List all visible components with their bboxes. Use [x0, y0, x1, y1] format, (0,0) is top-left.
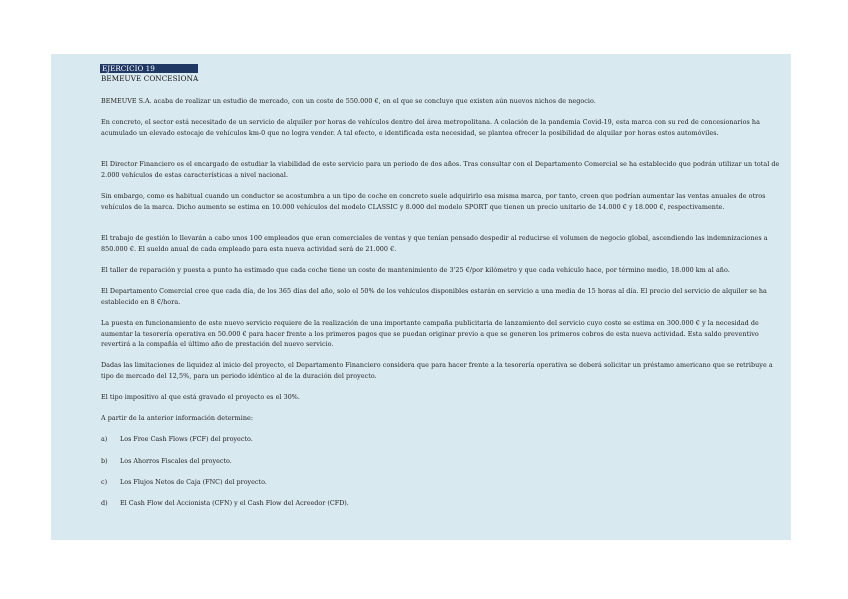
paragraph-maintenance: El taller de reparación y puesta a punto ha estimado que cada coche tiene un coste de mantenimiento de 3'25 €/por kilómetro y que cada vehículo hace, por término medio, 18.000 km al año. — [101, 266, 730, 274]
paragraph-study: BEMEUVE S.A. acaba de realizar un estudio de mercado, con un coste de 550.000 €, en el que se concluye que existen aún nuevos nichos de negocio. — [101, 97, 596, 105]
paragraph-director: El Director Financiero es el encargado de estudiar la viabilidad de este servicio para un periodo de dos años. Tras consultar con el Departamento Comercial se ha establecido que podrán utilizar un total de 2.000 vehículos de estas características a nivel nacional. — [101, 160, 780, 179]
question-text: Los Flujos Netos de Caja (FNC) del proyecto. — [120, 478, 267, 486]
paragraph-sector: En concreto, el sector está necesitado de un servicio de alquiler por horas de vehículos dentro del área metropolitana. A colación de la pandemia Covid-19, esta marca con su red de concesionarios ha acumulado un elevado estocaje de vehículos km-0 que no logra vender. A tal efecto, e identificada esta necesidad, se plantea ofrecer la posibilidad de alquilar por horas estos automóviles. — [101, 118, 760, 137]
question-label: b) — [101, 457, 108, 465]
paragraph-tax: El tipo impositivo al que está gravado el proyecto es el 30%. — [101, 393, 301, 401]
question-label: c) — [101, 478, 108, 486]
paragraph-loan: Dadas las limitaciones de liquidez al inicio del proyecto, el Departamento Financiero considera que para hacer frente a la tesorería operativa se deberá solicitar un préstamo americano que se retribuye a tipo de mercado del 12,5%, para un periodo idéntico al de la duración del proyecto. — [101, 361, 773, 380]
question-label: a) — [101, 435, 108, 443]
exercise-title: EJERCICIO 19 — [100, 64, 198, 73]
paragraph-sales-increase: Sin embargo, como es habitual cuando un conductor se acostumbra a un tipo de coche en concreto suele adquirirlo esa misma marca, por tanto, creen que podrían aumentar las ventas anuales de otros vehículos de la marca. Dicho aumento se estima en 10.000 vehículos del modelo CLASSIC y 8.000 del modelo SPORT que tienen un precio unitario de 14.000 € y 18.000 €, respectivamente. — [101, 192, 766, 211]
question-text: Los Ahorros Fiscales del proyecto. — [120, 457, 232, 465]
question-d — [101, 498, 785, 509]
question-label: d) — [101, 499, 108, 507]
question-c — [101, 477, 785, 488]
question-b — [101, 456, 785, 467]
paragraph-instructions: A partir de la anterior información determine: — [101, 414, 254, 422]
paragraph-employees: El trabajo de gestión lo llevarán a cabo unos 100 empleados que eran comerciales de ventas y que tenían pensado despedir al reducirse el volumen de negocio global, ascendiendo las indemnizaciones a 850.000 €. El sueldo anual de cada empleado para esta nueva actividad será de 21.000 €. — [101, 234, 768, 253]
paragraph-commercial: El Departamento Comercial cree que cada día, de los 365 días del año, solo el 50% de los vehículos disponibles estarán en servicio a una media de 15 horas al día. El precio del servicio de alquiler se ha establecido en 8 €/hora. — [101, 287, 767, 306]
question-text: Los Free Cash Flows (FCF) del proyecto. — [120, 435, 253, 443]
paragraph-campaign: La puesta en funcionamiento de este nuevo servicio requiere de la realización de una importante campaña publicitaria de lanzamiento del servicio cuyo coste se estima en 300.000 € y la necesidad de aumentar la tesorería operativa en 50.000 € para hacer frente a los primeros pagos que se puedan originar previo a que se generen los primeros cobros de esta nueva actividad. Esta saldo preventivo revertirá a la compañía el último año de prestación del nuevo servicio. — [101, 319, 759, 348]
company-title: BEMEUVE CONCESIONA — [101, 74, 199, 83]
question-text: El Cash Flow del Accionista (CFN) y el Cash Flow del Acreedor (CFD). — [120, 499, 349, 507]
question-a — [101, 434, 785, 445]
